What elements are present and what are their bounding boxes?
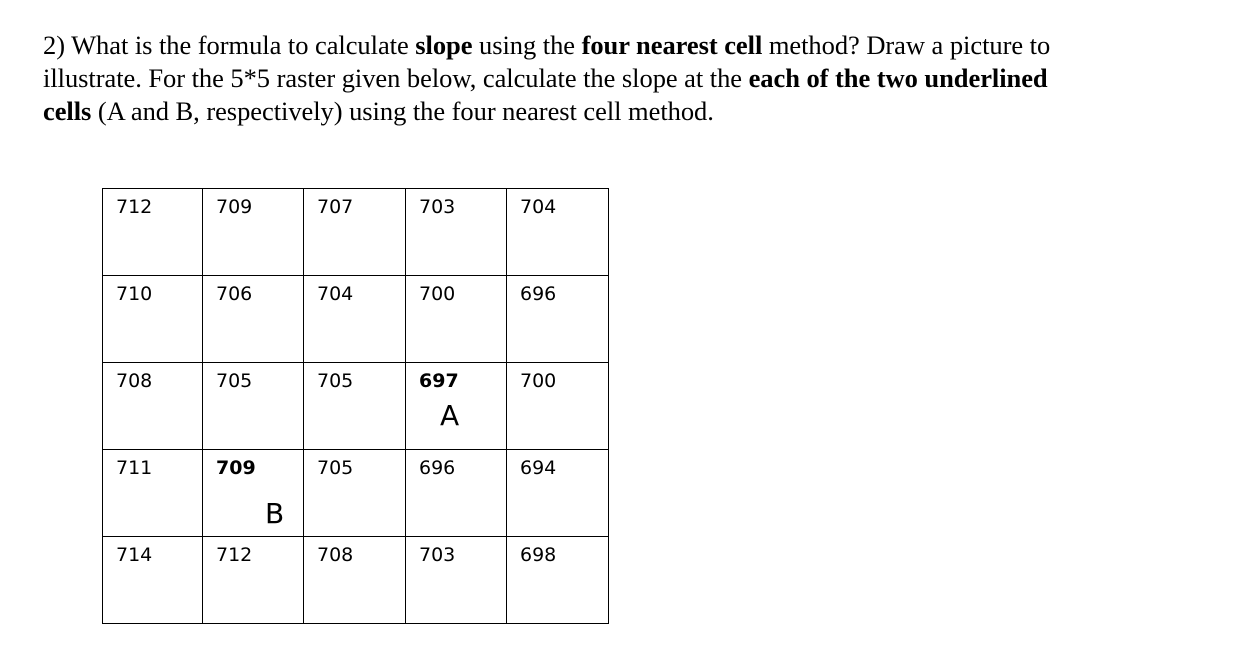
raster-cell-b — [203, 450, 304, 537]
raster-cell — [507, 363, 609, 450]
question-line-3: cells (A and B, respectively) using the four nearest cell method. — [43, 96, 714, 126]
raster-cell — [304, 450, 406, 537]
raster-row — [103, 189, 609, 276]
cell-value: 700 — [419, 283, 456, 305]
raster-row — [103, 276, 609, 363]
cell-value: 698 — [520, 544, 557, 566]
cell-value: 704 — [317, 283, 354, 305]
raster-cell — [304, 189, 406, 276]
raster-cell — [304, 537, 406, 624]
raster-row — [103, 450, 609, 537]
raster-row — [103, 537, 609, 624]
cell-value: 696 — [419, 457, 456, 479]
raster-cell — [103, 450, 203, 537]
raster-cell — [304, 363, 406, 450]
raster-cell — [406, 537, 507, 624]
cell-value: 709 — [216, 196, 253, 218]
cell-value: 714 — [116, 544, 153, 566]
question-text — [43, 29, 1203, 128]
cell-value: 705 — [317, 370, 354, 392]
cell-value: 706 — [216, 283, 253, 305]
raster-cell — [507, 189, 609, 276]
raster-cell — [507, 276, 609, 363]
cell-value: 705 — [216, 370, 253, 392]
cell-value-b: 709 — [216, 457, 256, 479]
raster-cell — [103, 276, 203, 363]
raster-cell — [203, 537, 304, 624]
raster-cell — [103, 537, 203, 624]
cell-value: 694 — [520, 457, 557, 479]
cell-label-a: A — [440, 399, 460, 432]
raster-cell — [507, 537, 609, 624]
raster-cell — [203, 276, 304, 363]
cell-label-b: B — [265, 497, 285, 530]
raster-cell — [203, 363, 304, 450]
cell-value: 712 — [116, 196, 153, 218]
raster-cell — [304, 276, 406, 363]
cell-value: 708 — [317, 544, 354, 566]
question-line-2: illustrate. For the 5*5 raster given below, calculate the slope at the each of the two underlined — [43, 63, 1048, 93]
cell-value: 712 — [216, 544, 253, 566]
raster-cell — [507, 450, 609, 537]
raster-row — [103, 363, 609, 450]
cell-value: 707 — [317, 196, 354, 218]
raster-cell — [406, 189, 507, 276]
cell-value: 710 — [116, 283, 153, 305]
raster-cell — [103, 363, 203, 450]
cell-value: 705 — [317, 457, 354, 479]
cell-value: 700 — [520, 370, 557, 392]
cell-value: 703 — [419, 196, 456, 218]
raster-grid — [102, 188, 609, 624]
raster-cell — [103, 189, 203, 276]
raster-cell — [406, 276, 507, 363]
cell-value: 711 — [116, 457, 153, 479]
raster-cell-a — [406, 363, 507, 450]
raster-cell — [203, 189, 304, 276]
cell-value-a: 697 — [419, 370, 459, 392]
raster-cell — [406, 450, 507, 537]
cell-value: 703 — [419, 544, 456, 566]
cell-value: 704 — [520, 196, 557, 218]
cell-value: 708 — [116, 370, 153, 392]
question-line-1: 2) What is the formula to calculate slope using the four nearest cell method? Draw a picture to — [43, 30, 1051, 60]
cell-value: 696 — [520, 283, 557, 305]
